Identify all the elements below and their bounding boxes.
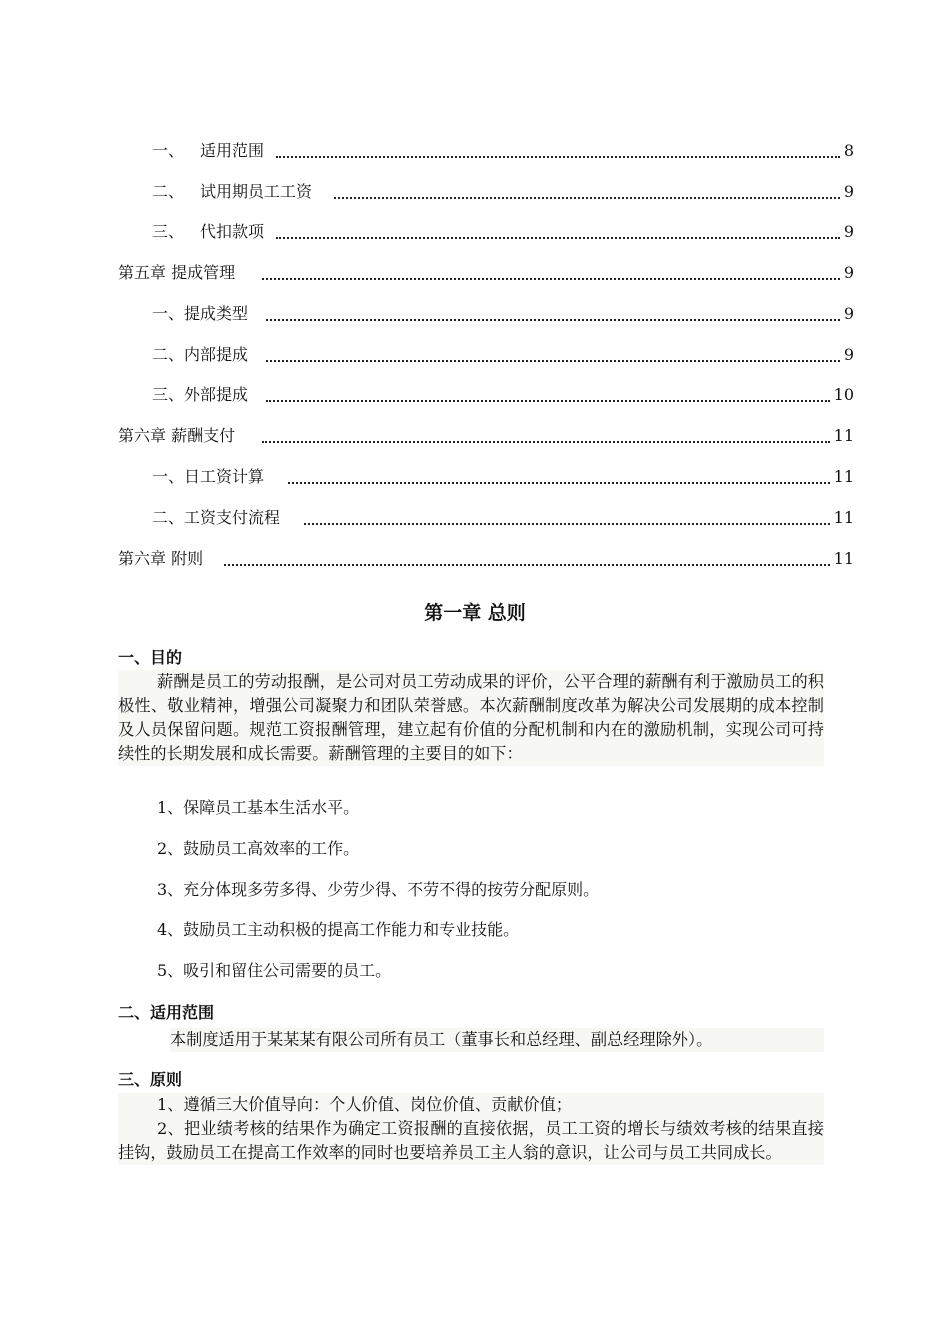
toc-dot-leader bbox=[262, 278, 840, 280]
toc-entry-title: 二、内部提成 bbox=[152, 345, 249, 364]
toc-dot-leader bbox=[276, 237, 840, 239]
toc-dot-leader bbox=[334, 197, 840, 199]
purpose-list-item: 5、吸引和留住公司需要的员工。 bbox=[157, 961, 392, 980]
toc-dot-leader bbox=[266, 360, 840, 362]
purpose-list-item: 3、充分体现多劳多得、少劳少得、不劳不得的按劳分配原则。 bbox=[157, 880, 600, 899]
section-heading-scope: 二、适用范围 bbox=[118, 1003, 215, 1022]
scope-paragraph: 本制度适用于某某某有限公司所有员工（董事长和总经理、副总经理除外）。 bbox=[170, 1028, 824, 1052]
toc-dot-leader bbox=[304, 523, 830, 525]
toc-dot-leader bbox=[262, 441, 830, 443]
toc-entry-title: 二、工资支付流程 bbox=[152, 508, 281, 527]
chapter-title: 第一章 总则 bbox=[424, 602, 526, 624]
section-heading-principles: 三、原则 bbox=[118, 1070, 183, 1089]
toc-entry[interactable] bbox=[0, 344, 950, 366]
toc-dot-leader bbox=[266, 400, 830, 402]
toc-entry[interactable] bbox=[0, 384, 950, 406]
toc-entry-page: 11 bbox=[833, 508, 854, 527]
toc-entry-page: 8 bbox=[843, 141, 854, 160]
toc-entry[interactable] bbox=[0, 303, 950, 325]
toc-entry[interactable] bbox=[0, 466, 950, 488]
toc-entry-page: 9 bbox=[843, 304, 854, 323]
toc-entry-page: 11 bbox=[833, 426, 854, 445]
toc-entry-page: 11 bbox=[833, 549, 854, 568]
toc-entry[interactable] bbox=[0, 221, 950, 243]
toc-entry-title: 适用范围 bbox=[200, 141, 265, 160]
principle-item: 1、遵循三大价值导向：个人价值、岗位价值、贡献价值； bbox=[157, 1095, 572, 1114]
purpose-list-item: 2、鼓励员工高效率的工作。 bbox=[157, 839, 360, 858]
toc-entry[interactable] bbox=[0, 425, 950, 447]
toc-dot-leader bbox=[288, 482, 830, 484]
toc-entry-title: 试用期员工工资 bbox=[200, 182, 313, 201]
toc-entry-number: 一、 bbox=[152, 141, 185, 160]
toc-entry-title: 三、外部提成 bbox=[152, 385, 249, 404]
toc-entry-page: 9 bbox=[843, 182, 854, 201]
purpose-list-item: 4、鼓励员工主动积极的提高工作能力和专业技能。 bbox=[157, 920, 520, 939]
purpose-list-item: 1、保障员工基本生活水平。 bbox=[157, 798, 360, 817]
toc-dot-leader bbox=[266, 319, 840, 321]
toc-entry-title: 代扣款项 bbox=[200, 222, 265, 241]
toc-entry-title: 第六章 薪酬支付 bbox=[118, 426, 236, 445]
toc-entry-page: 11 bbox=[833, 467, 854, 486]
toc-entry-title: 第六章 附则 bbox=[118, 549, 204, 568]
toc-entry-number: 三、 bbox=[152, 222, 185, 241]
toc-entry-title: 一、提成类型 bbox=[152, 304, 249, 323]
section-heading-purpose: 一、目的 bbox=[118, 648, 183, 667]
toc-entry-page: 10 bbox=[833, 385, 854, 404]
purpose-paragraph bbox=[118, 670, 824, 766]
toc-dot-leader bbox=[276, 156, 840, 158]
toc-entry[interactable] bbox=[0, 507, 950, 529]
toc-dot-leader bbox=[224, 564, 830, 566]
toc-entry[interactable] bbox=[0, 181, 950, 203]
toc-entry-title: 第五章 提成管理 bbox=[118, 263, 236, 282]
principle-item: 2、把业绩考核的结果作为确定工资报酬的直接依据，员工工资的增长与绩效考核的结果直接挂钩，鼓励员工在提高工作效率的同时也要培养员工主人翁的意识，让公司与员工共同成长。 bbox=[118, 1119, 824, 1162]
purpose-paragraph-text: 薪酬是员工的劳动报酬，是公司对员工劳动成果的评价，公平合理的薪酬有利于激励员工的积极性、敬业精神，增强公司凝聚力和团队荣誉感。本次薪酬制度改革为解决公司发展期的成本控制及人员保留问题。规范工资报酬管理，建立起有价值的分配机制和内在的激励机制，实现公司可持续性的长期发展和成长需要。薪酬管理的主要目的如下： bbox=[118, 672, 824, 763]
principles-block bbox=[118, 1093, 824, 1165]
toc-entry-page: 9 bbox=[843, 345, 854, 364]
toc-entry-number: 二、 bbox=[152, 182, 185, 201]
toc-entry[interactable] bbox=[0, 548, 950, 570]
toc-entry-page: 9 bbox=[843, 222, 854, 241]
toc-entry[interactable] bbox=[0, 140, 950, 162]
toc-entry[interactable] bbox=[0, 262, 950, 284]
toc-entry-title: 一、日工资计算 bbox=[152, 467, 265, 486]
toc-entry-page: 9 bbox=[843, 263, 854, 282]
